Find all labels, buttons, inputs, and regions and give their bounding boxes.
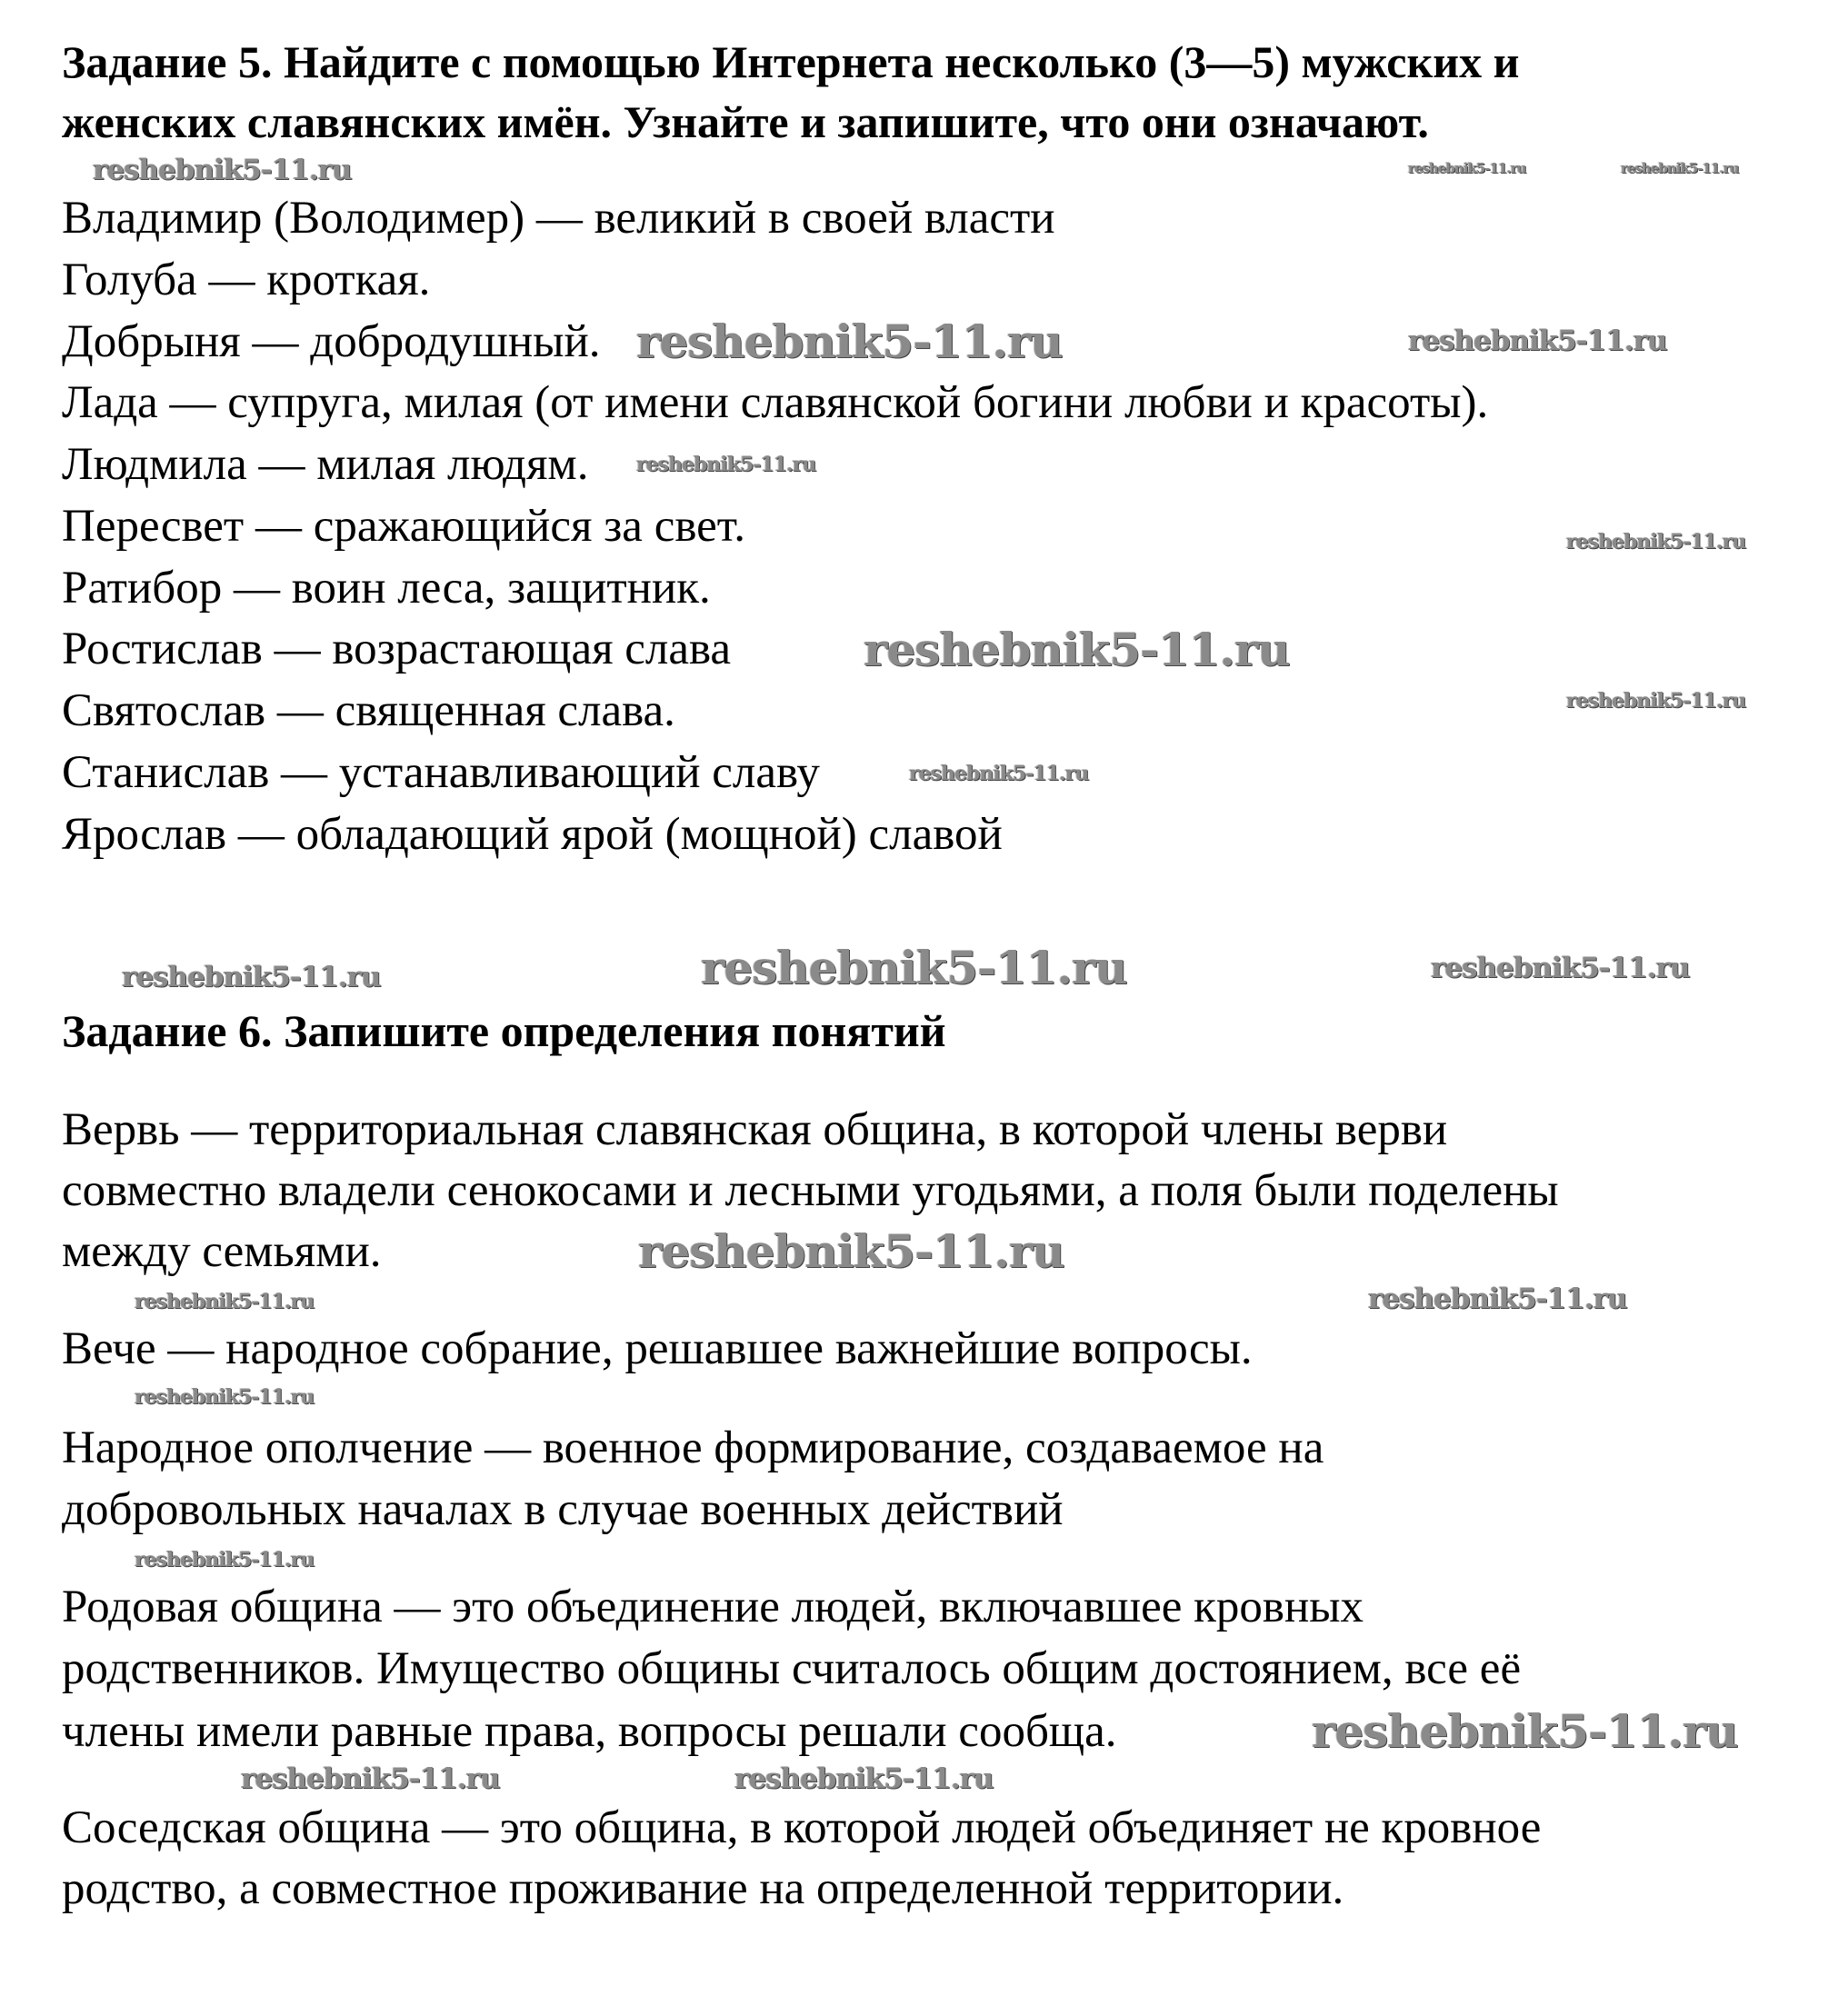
name-item: Станислав — устанавливающий славу — [62, 747, 820, 798]
watermark: reshebnik5-11.ru — [636, 314, 1063, 368]
name-item: Ярослав — обладающий ярой (мощной) славой — [62, 809, 1003, 860]
watermark: reshebnik5-11.ru — [135, 1548, 315, 1572]
definition-line: Родовая община — это объединение людей, включавшее кровных — [62, 1582, 1364, 1632]
heading-line: женских славянских имён. Узнайте и запишите, что они означают. — [62, 96, 1429, 147]
definition-line: члены имели равные права, вопросы решали сообща. — [62, 1706, 1117, 1757]
definition-line: совместно владели сенокосами и лесными угодьями, а поля были поделены — [62, 1165, 1559, 1216]
name-item: Ратибор — воин леса, защитник. — [62, 563, 711, 614]
watermark: reshebnik5-11.ru — [122, 961, 381, 993]
definition-line: Вече — народное собрание, решавшее важнейшие вопросы. — [62, 1323, 1253, 1374]
name-item: Лада — супруга, милая (от имени славянской богини любви и красоты). — [62, 377, 1489, 428]
watermark: reshebnik5-11.ru — [1566, 530, 1746, 554]
watermark: reshebnik5-11.ru — [93, 154, 352, 186]
definition-line: Народное ополчение — военное формирование, создаваемое на — [62, 1422, 1324, 1473]
watermark: reshebnik5-11.ru — [1621, 160, 1739, 176]
watermark: reshebnik5-11.ru — [638, 1224, 1064, 1278]
watermark: reshebnik5-11.ru — [1431, 952, 1690, 984]
task6-heading: Задание 6. Запишите определения понятий — [62, 1005, 946, 1056]
name-item: Святослав — священная слава. — [62, 685, 675, 736]
name-item: Голуба — кроткая. — [62, 254, 431, 305]
definition-line: добровольных началах в случае военных действий — [62, 1484, 1064, 1535]
name-item: Добрыня — добродушный. — [62, 316, 601, 367]
watermark: reshebnik5-11.ru — [734, 1762, 994, 1795]
watermark: reshebnik5-11.ru — [1368, 1282, 1627, 1315]
watermark: reshebnik5-11.ru — [1312, 1704, 1738, 1758]
watermark: reshebnik5-11.ru — [241, 1762, 500, 1795]
definition-line: родственников. Имущество общины считалось общим достоянием, все её — [62, 1643, 1522, 1694]
watermark: reshebnik5-11.ru — [701, 941, 1127, 994]
watermark: reshebnik5-11.ru — [135, 1290, 315, 1313]
watermark: reshebnik5-11.ru — [864, 623, 1290, 676]
watermark: reshebnik5-11.ru — [135, 1385, 315, 1409]
name-item: Людмила — милая людям. — [62, 439, 589, 490]
watermark: reshebnik5-11.ru — [636, 453, 816, 476]
definition-line: Вервь — территориальная славянская община, в которой члены верви — [62, 1104, 1448, 1155]
watermark: reshebnik5-11.ru — [909, 762, 1089, 785]
name-item: Пересвет — сражающийся за свет. — [62, 501, 745, 552]
definition-line: родство, а совместное проживание на определенной территории. — [62, 1863, 1344, 1914]
name-item: Ростислав — возрастающая слава — [62, 624, 732, 674]
watermark: reshebnik5-11.ru — [1408, 324, 1667, 357]
name-item: Владимир (Володимер) — великий в своей власти — [62, 193, 1055, 244]
definition-line: Соседская община — это община, в которой людей объединяет не кровное — [62, 1802, 1542, 1853]
watermark: reshebnik5-11.ru — [1566, 689, 1746, 713]
definition-line: между семьями. — [62, 1226, 382, 1277]
watermark: reshebnik5-11.ru — [1408, 160, 1526, 176]
heading-line: Задание 5. Найдите с помощью Интернета несколько (3—5) мужских и — [62, 36, 1520, 87]
